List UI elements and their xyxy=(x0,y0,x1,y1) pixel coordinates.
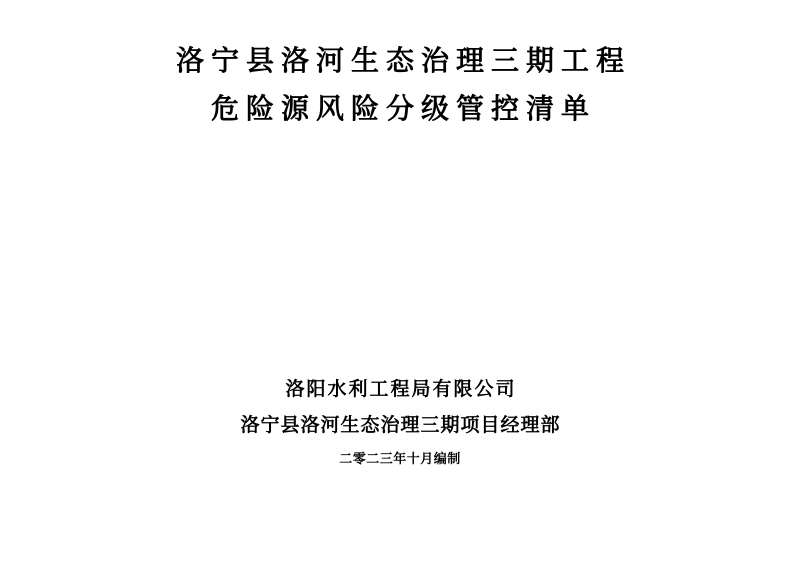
department-name: 洛宁县洛河生态治理三期项目经理部 xyxy=(240,415,561,436)
document-title-line1: 洛宁县洛河生态治理三期工程 xyxy=(175,46,631,77)
compiled-date: 二零二三年十月编制 xyxy=(339,451,461,466)
document-title-line2: 危险源风险分级管控清单 xyxy=(210,94,596,125)
organization-name: 洛阳水利工程局有限公司 xyxy=(285,379,517,400)
